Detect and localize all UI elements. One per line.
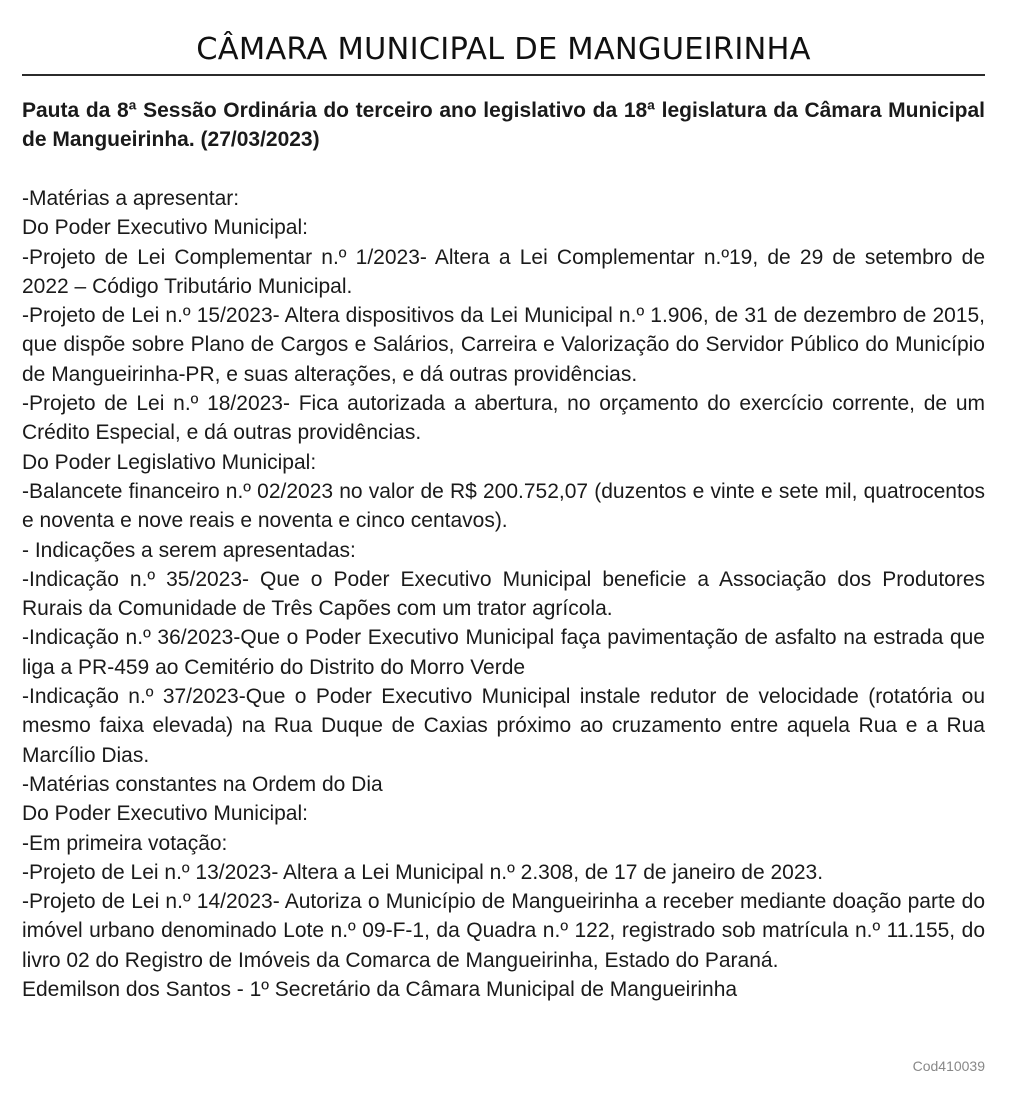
agenda-line: -Indicação n.º 37/2023-Que o Poder Executivo Municipal instale redutor de velocidade (rotatória ou mesmo faixa elevada) na Rua Duque de Caxias próximo ao cruzamento entre aquela Rua e a Rua Marcílio Dias. <box>22 685 985 767</box>
agenda-line: -Em primeira votação: <box>22 831 228 855</box>
session-agenda-intro: Pauta da 8ª Sessão Ordinária do terceiro ano legislativo da 18ª legislatura da Câmara Municipal de Mangueirinha. (27/03/2023) <box>22 99 985 151</box>
agenda-line: - Indicações a serem apresentadas: <box>22 538 356 562</box>
agenda-line: Do Poder Executivo Municipal: <box>22 802 308 826</box>
agenda-line: -Projeto de Lei n.º 14/2023- Autoriza o Município de Mangueirinha a receber mediante doação parte do imóvel urbano denominado Lote n.º 09-F-1, da Quadra n.º 122, registrado sob matrícula n.º 11.155, do livro 02 do Registro de Imóveis da Comarca de Mangueirinha, Estado do Paraná. <box>22 890 985 972</box>
agenda-line: -Matérias a apresentar: <box>22 187 240 210</box>
agenda-content <box>22 184 985 1004</box>
agenda-line: -Balancete financeiro n.º 02/2023 no valor de R$ 200.752,07 (duzentos e vinte e sete mil, quatrocentos e noventa e nove reais e noventa e cinco centavos). <box>22 479 985 533</box>
signature-line: Edemilson dos Santos - 1º Secretário da Câmara Municipal de Mangueirinha <box>22 978 738 1002</box>
document-header-title: CÂMARA MUNICIPAL DE MANGUEIRINHA <box>196 32 811 67</box>
agenda-line: -Matérias constantes na Ordem do Dia <box>22 772 383 796</box>
agenda-line: -Projeto de Lei Complementar n.º 1/2023- Altera a Lei Complementar n.º19, de 29 de setembro de 2022 – Código Tributário Municipal. <box>22 245 985 298</box>
header-divider <box>22 74 985 76</box>
agenda-line: -Indicação n.º 35/2023- Que o Poder Executivo Municipal beneficie a Associação dos Produtores Rurais da Comunidade de Três Capões com um trator agrícola. <box>22 567 985 621</box>
agenda-line: Do Poder Legislativo Municipal: <box>22 450 317 474</box>
agenda-line: -Indicação n.º 36/2023-Que o Poder Executivo Municipal faça pavimentação de asfalto na estrada que liga a PR-459 ao Cemitério do Distrito do Morro Verde <box>22 626 985 679</box>
agenda-line: -Projeto de Lei n.º 13/2023- Altera a Lei Municipal n.º 2.308, de 17 de janeiro de 2023. <box>22 860 824 884</box>
agenda-line: -Projeto de Lei n.º 15/2023- Altera dispositivos da Lei Municipal n.º 1.906, de 31 de dezembro de 2015, que dispõe sobre Plano de Cargos e Salários, Carreira e Valorização do Servidor Público do Município de Mangueirinha-PR, e suas alterações, e dá outras providências. <box>22 304 985 386</box>
publication-code: Cod410039 <box>912 1058 985 1074</box>
agenda-line: -Projeto de Lei n.º 18/2023- Fica autorizada a abertura, no orçamento do exercício corrente, de um Crédito Especial, e dá outras providências. <box>22 392 985 445</box>
agenda-line: Do Poder Executivo Municipal: <box>22 216 308 240</box>
